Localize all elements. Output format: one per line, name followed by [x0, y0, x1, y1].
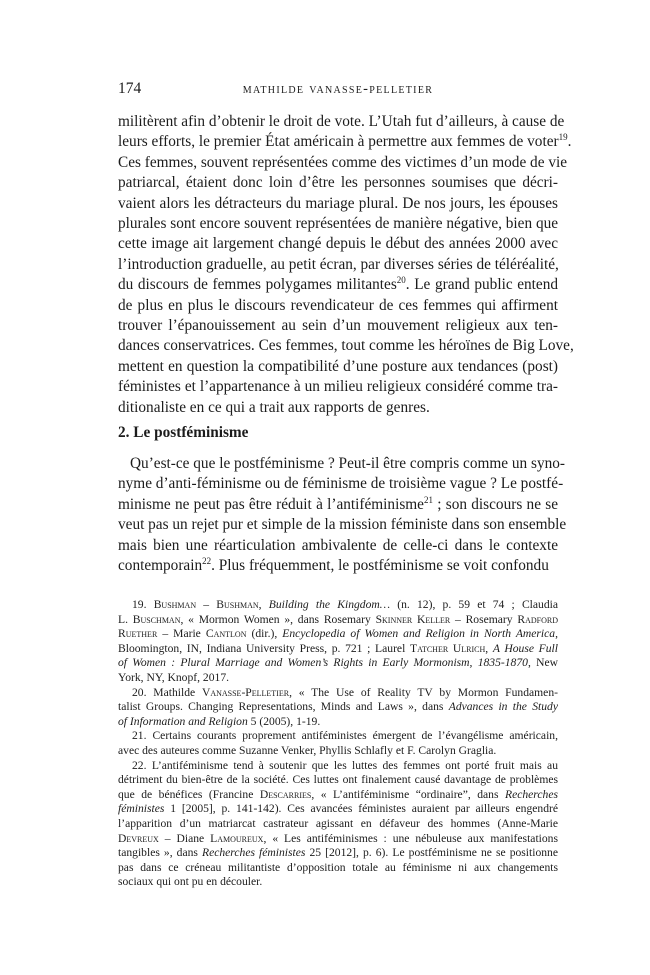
section-paragraph-1 — [118, 454, 567, 576]
footnote-19 — [118, 598, 558, 686]
footnote-line: L. Buschman, « Mormon Women », dans Rosemary Skinner Keller – Rosemary Radford — [118, 612, 558, 626]
footnote-line: détriment du bien-être de la société. Ces luttes ont finalement causé davantage de problèmes — [118, 773, 558, 787]
footnotes — [118, 598, 558, 890]
text-line: dances conservatrices. Ces femmes, tout comme les héroïnes de Big Love, — [118, 337, 574, 355]
footnote-ref-21: 21 — [423, 494, 433, 505]
text-line: mais bien une réarticulation ambivalente de celle-ci dans le contexte — [118, 536, 558, 554]
footnote-20 — [118, 686, 558, 730]
footnote-ref-22: 22 — [202, 556, 212, 567]
footnote-line: talist Groups. Changing Representations, Minds and Laws », dans Advances in the Study — [118, 700, 558, 714]
footnote-line: que de bénéfices (Francine Descarries, « L’antiféminisme “ordinaire”, dans Recherches — [118, 787, 558, 801]
running-title: mathilde vanasse-pelletier — [242, 81, 434, 97]
footnote-line: of Women : Plural Marriage and Women’s Rights in Early Mormonism, 1835-1870, New — [118, 656, 558, 670]
section-heading: 2. Le postféminisme — [118, 424, 249, 441]
footnote-line: tangibles », dans Recherches féministes 25 [2012], p. 6). Le postféminisme ne se positionne — [118, 846, 558, 860]
footnote-line: York, NY, Knopf, 2017. — [118, 670, 230, 684]
footnote-22 — [118, 759, 558, 890]
footnote-line: Ruether – Marie Cantlon (dir.), Encyclopedia of Women and Religion in North America, — [118, 627, 558, 641]
text-line: contemporain$^{22}$. Plus fréquemment, le postféminisme se voit confondu — [118, 556, 549, 575]
text-line: Ces femmes, souvent représentées comme des victimes d’un mode de vie — [118, 153, 568, 171]
page-number: 174 — [118, 80, 142, 97]
footnote-line: 19. Bushman – Bushman, Building the Kingdom… (n. 12), p. 59 et 74 ; Claudia — [132, 598, 559, 611]
body-paragraph-1 — [118, 112, 574, 418]
footnote-21 — [118, 729, 558, 758]
footnote-ref-20: 20 — [396, 275, 406, 286]
footnote-line: Bloomington, IN, Indiana University Press, p. 721 ; Laurel Tatcher Ulrich, A House Full — [118, 641, 558, 655]
text-line: ditionaliste en ce qui a trait aux rapports de genres. — [118, 398, 430, 416]
text-line: trouver l’épanouissement au sein d’un mouvement religieux aux ten- — [118, 317, 558, 335]
text-line: vaient alors les détracteurs du mariage plural. De nos jours, les épouses — [118, 194, 558, 212]
footnote-line: pas dans ce créneau militantiste d’opposition totale au féminisme ni aux changements — [118, 860, 558, 874]
footnote-line: of Information and Religion 5 (2005), 1-19. — [118, 714, 321, 728]
text-line: veut pas un rejet pur et simple de la mission féministe dans son ensemble — [118, 516, 567, 534]
footnote-line: Devreux – Diane Lamoureux, « Les antiféminismes : une nébuleuse aux manifestations — [118, 831, 558, 845]
text-line: féministes et l’appartenance à un milieu religieux considéré comme tra- — [118, 378, 558, 396]
text-line: l’introduction graduelle, au petit écran, par diverses séries de téléréalité, — [118, 255, 559, 273]
footnote-line: féministes 1 [2005], p. 141-142). Ces avancées féministes auraient par ailleurs engendré — [118, 802, 558, 816]
text-line: leurs efforts, le premier État américain à permettre aux femmes de voter$^{19}$. — [118, 132, 572, 151]
text-line: plurales sont encore souvent représentées de manière négative, bien que — [118, 215, 559, 233]
text-line: patriarcal, étaient donc loin d’être les personnes soumises que décri- — [118, 174, 558, 192]
text-line: militèrent afin d’obtenir le droit de vote. L’Utah fut d’ailleurs, à cause de — [118, 113, 565, 130]
text-line: cette image ait largement changé depuis le début des années 2000 avec — [118, 235, 558, 253]
footnote-line: sociaux qui ont pu en découler. — [118, 875, 263, 889]
footnote-line: 21. Certains courants proprement antiféministes émergent de l’évangélisme américain, — [132, 729, 558, 743]
footnote-line: 20. Mathilde Vanasse-Pelletier, « The Use of Reality TV by Mormon Fundamen- — [132, 685, 558, 699]
footnote-line: 22. L’antiféminisme tend à soutenir que les luttes des femmes ont porté fruit mais au — [132, 758, 558, 772]
text-line: de plus en plus le discours revendicateur de ces femmes qui affirment — [118, 296, 558, 314]
page-header — [118, 80, 558, 100]
footnote-ref-19: 19 — [558, 132, 568, 143]
footnote-line: l’apparition d’un matriarcat castrateur agissant en défaveur des hommes (Anne-Marie — [118, 816, 558, 830]
text-line: du discours de femmes polygames militantes$^{20}$. Le grand public entend — [118, 275, 558, 294]
text-line: Qu’est-ce que le postféminisme ? Peut-il être compris comme un syno- — [130, 455, 565, 472]
footnote-line: avec des auteures comme Suzanne Venker, Phyllis Schlafly et F. Carolyn Graglia. — [118, 743, 497, 757]
text-line: nyme d’anti-féminisme ou de féminisme de troisième vague ? Le postfé- — [118, 475, 564, 493]
text-line: mettent en question la compatibilité d’une posture aux tendances (post) — [118, 357, 558, 375]
text-line: minisme ne peut pas être réduit à l’antiféminisme$^{21}$ ; son discours ne se — [118, 494, 558, 513]
